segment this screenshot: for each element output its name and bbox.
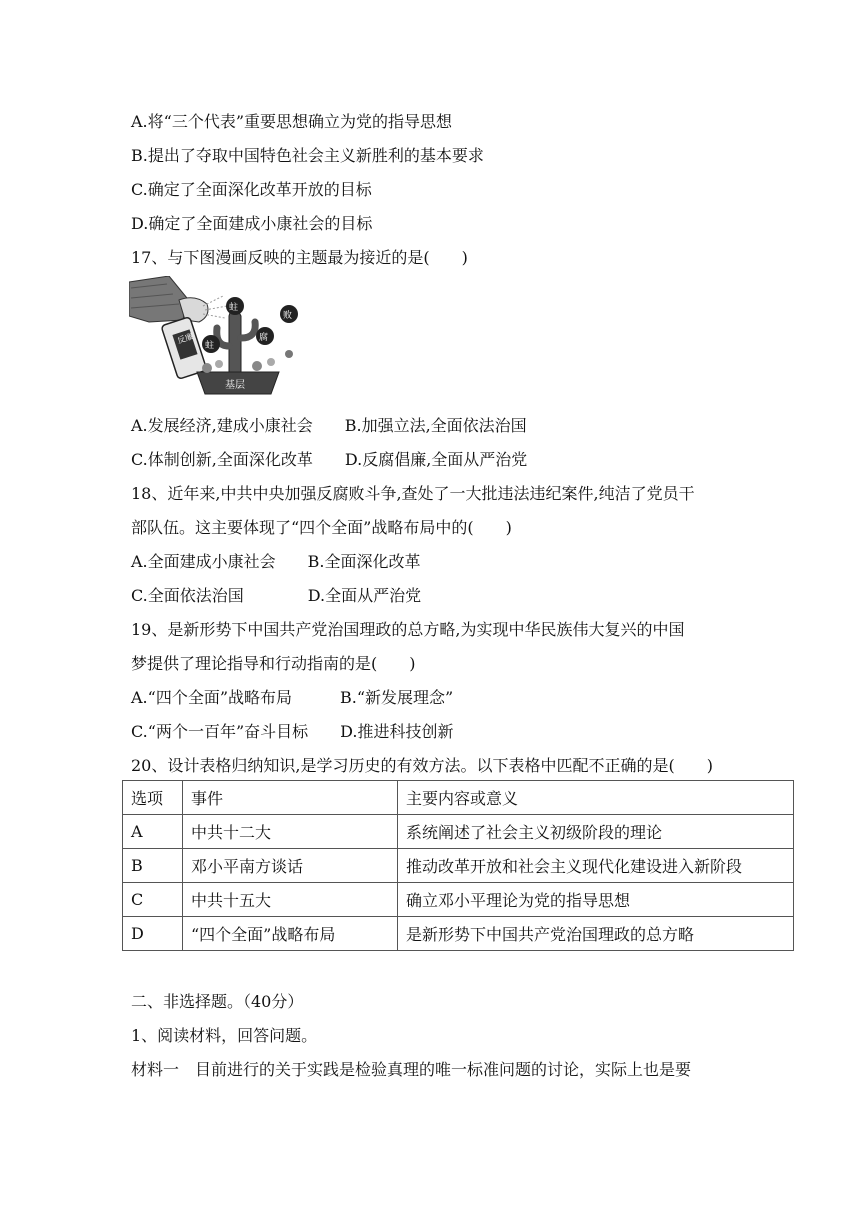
bug-label-2: 蛀 xyxy=(229,303,239,313)
spray-label: 反廉 xyxy=(176,331,195,346)
q16-option-b: B.提出了夺取中国特色社会主义新胜利的基本要求 xyxy=(131,146,484,165)
section2-material1: 材料一 目前进行的关于实践是检验真理的唯一标准问题的讨论，实际上也是要 xyxy=(131,1060,692,1079)
table-cell-content: 系统阐述了社会主义初级阶段的理论 xyxy=(398,815,794,849)
q19-options-line2: C.“两个一百年”奋斗目标 D.推进科技创新 xyxy=(131,722,454,741)
header-option: 选项 xyxy=(123,781,183,815)
q17-options-line2: C.体制创新,全面深化改革 D.反腐倡廉,全面从严治党 xyxy=(131,450,528,469)
header-event: 事件 xyxy=(183,781,398,815)
table-cell-event: “四个全面”战略布局 xyxy=(183,917,398,951)
section2-title: 二、非选择题。（40分） xyxy=(131,992,304,1011)
q18-options-line1: A.全面建成小康社会 B.全面深化改革 xyxy=(131,552,421,571)
table-cell-event: 中共十五大 xyxy=(183,883,398,917)
table-cell-content: 是新形势下中国共产党治国理政的总方略 xyxy=(398,917,794,951)
q18-stem-line2: 部队伍。这主要体现了“四个全面”战略布局中的( ) xyxy=(131,518,512,537)
bug-label-4: 败 xyxy=(283,311,293,321)
q16-option-d: D.确定了全面建成小康社会的目标 xyxy=(131,214,373,233)
table-row xyxy=(123,917,794,951)
bug-label-1: 蛀 xyxy=(205,341,215,351)
table-row xyxy=(123,883,794,917)
table-cell-content: 推动改革开放和社会主义现代化建设进入新阶段 xyxy=(398,849,794,883)
table-row xyxy=(123,815,794,849)
q17-stem: 17、与下图漫画反映的主题最为接近的是( ) xyxy=(131,248,468,267)
table-cell-event: 邓小平南方谈话 xyxy=(183,849,398,883)
q20-table xyxy=(122,780,794,951)
header-content: 主要内容或意义 xyxy=(398,781,794,815)
q16-option-a: A.将“三个代表”重要思想确立为党的指导思想 xyxy=(131,112,453,131)
q18-options-line2: C.全面依法治国 D.全面从严治党 xyxy=(131,586,422,605)
q17-options-line1: A.发展经济,建成小康社会 B.加强立法,全面依法治国 xyxy=(131,416,527,435)
table-cell-option: B xyxy=(123,849,183,883)
table-cell-content: 确立邓小平理论为党的指导思想 xyxy=(398,883,794,917)
table-row xyxy=(123,849,794,883)
q16-option-c: C.确定了全面深化改革开放的目标 xyxy=(131,180,372,199)
q19-stem-line1: 19、是新形势下中国共产党治国理政的总方略,为实现中华民族伟大复兴的中国 xyxy=(131,620,685,639)
q20-stem: 20、设计表格归纳知识,是学习历史的有效方法。以下表格中匹配不正确的是( ) xyxy=(131,756,713,775)
table-cell-option: D xyxy=(123,917,183,951)
table-header-row xyxy=(123,781,794,815)
pot-label: 基层 xyxy=(225,380,245,391)
q19-stem-line2: 梦提供了理论指导和行动指南的是( ) xyxy=(131,654,416,673)
table-cell-option: A xyxy=(123,815,183,849)
q18-stem-line1: 18、近年来,中共中央加强反腐败斗争,查处了一大批违法违纪案件,纯洁了党员干 xyxy=(131,484,695,503)
q19-options-line1: A.“四个全面”战略布局 B.“新发展理念” xyxy=(131,688,454,707)
section2-q1: 1、阅读材料，回答问题。 xyxy=(131,1026,318,1045)
table-cell-option: C xyxy=(123,883,183,917)
table-cell-event: 中共十二大 xyxy=(183,815,398,849)
anti-corruption-cartoon xyxy=(129,276,309,400)
bug-label-3: 腐 xyxy=(259,333,269,343)
